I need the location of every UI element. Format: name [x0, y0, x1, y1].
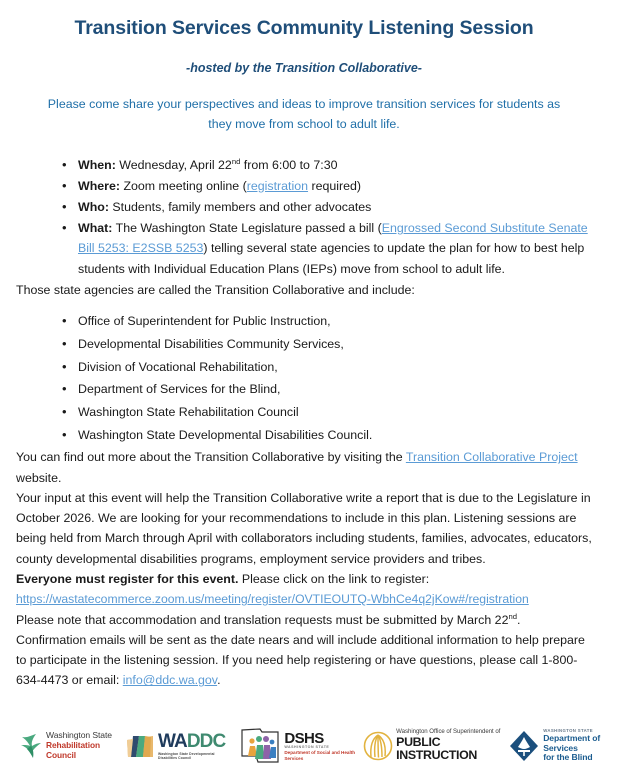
list-item: • Developmental Disabilities Community Services, [78, 334, 592, 354]
registration-link-inline[interactable]: registration [246, 178, 309, 193]
waddc-state-shape-icon [125, 731, 155, 761]
list-item: • Office of Superintendent for Public Instruction, [78, 311, 592, 331]
registration-paragraph [16, 569, 592, 610]
rehab-council-line-1: Washington State [46, 730, 112, 741]
accommodation-text-2: . Confirmation emails will be sent as the date nears and will include additional information to help prepare to participate in the listening session. If you need help registering or have questions, please call 1-800-634-4473 or email: [16, 612, 585, 688]
logo-waddc [123, 723, 236, 769]
intro-paragraph: Please come share your perspectives and ideas to improve transition services for students as they move from school to adult life. [47, 97, 561, 132]
detail-item-who [78, 197, 592, 217]
detail-when-ordinal: nd [231, 156, 241, 166]
waddc-line-2: Washington State Developmental Disabilities Council [158, 752, 215, 760]
dsb-line-2b: for the Blind [543, 752, 593, 763]
rehab-council-star-icon [20, 733, 42, 759]
ospi-sunburst-icon [363, 731, 393, 761]
detail-item-when [78, 155, 592, 175]
dshs-line-2: WASHINGTON STATE [284, 745, 330, 750]
detail-when-text-2: from 6:00 to 7:30 [240, 157, 338, 172]
event-details-list [16, 155, 592, 279]
accommodation-note [16, 610, 592, 691]
rehab-council-line-2: Rehabilitation Council [46, 740, 100, 760]
detail-when-text-1: Wednesday, April 22 [115, 157, 232, 172]
detail-label-who: Who: [78, 200, 109, 214]
detail-what-text-1: The Washington State Legislature passed a bill ( [112, 221, 382, 236]
input-paragraph: Your input at this event will help the Transition Collaborative write a report that is due to the Legislature in October 2026. We are looking for your recommendations to include in this plan. Listening sessions are being held from March through April with collaborators including students, families, advocates, educators, county developmental disabilities programs, employment service providers and tribes. [16, 490, 592, 566]
contact-email-link[interactable]: info@ddc.wa.gov [122, 673, 218, 688]
list-item: • Washington State Rehabilitation Council [78, 402, 592, 422]
find-out-more-text-1: You can find out more about the Transition Collaborative by visiting the [16, 450, 406, 465]
waddc-ddc: DDC [186, 731, 226, 753]
detail-item-where [78, 176, 592, 196]
accommodation-text-1: Please note that accommodation and translation requests must be submitted by March 22 [16, 612, 509, 627]
dsb-wordmark [543, 729, 622, 763]
dsb-diamond-icon [509, 730, 539, 762]
rehab-council-wordmark [46, 731, 119, 760]
detail-what-text-2: ) telling several state agencies to update the plan for how to best help students with Individual Education Plans (IEPs) move from school to adult life. [78, 241, 585, 276]
waddc-wa: WA [158, 731, 187, 753]
transition-collaborative-project-link[interactable]: Transition Collaborative Project [405, 450, 578, 465]
find-out-more-text-2: website. [16, 470, 62, 485]
detail-label-where: Where: [78, 178, 120, 193]
list-item: • Washington State Developmental Disabilities Council. [78, 425, 592, 445]
page-subtitle: -hosted by the Transition Collaborative- [186, 61, 422, 76]
partner-logo-strip [0, 715, 630, 777]
accommodation-ordinal: nd [508, 611, 518, 621]
waddc-line-1 [158, 732, 234, 751]
logo-dshs [236, 723, 361, 769]
detail-label-what: What: [78, 221, 113, 236]
dshs-wordmark [284, 731, 359, 762]
accommodation-text-3: . [217, 673, 221, 688]
registration-bold-lead: Everyone must register for this event. [16, 571, 239, 586]
agencies-list [16, 311, 592, 445]
registration-text: Please click on the link to register: [238, 571, 430, 586]
registration-url-link[interactable]: https://wastatecommerce.zoom.us/meeting/register/OVTIEOUTQ-WbhCe4q2jKow#/registration [16, 591, 529, 606]
dshs-people-state-icon [238, 726, 282, 766]
dshs-line-1: DSHS [284, 729, 324, 747]
dshs-line-3: Department of Social and Health Services [284, 750, 356, 761]
find-out-more-paragraph [16, 447, 592, 487]
ospi-line-2: PUBLIC INSTRUCTION [396, 734, 477, 763]
logo-department-of-services-for-the-blind [507, 723, 630, 769]
ospi-wordmark [396, 729, 505, 763]
detail-label-when: When: [78, 157, 116, 172]
senate-bill-link[interactable]: Engrossed Second Substitute Senate Bill 5253: E2SSB 5253 [78, 221, 588, 256]
logo-washington-state-rehabilitation-council [0, 723, 123, 769]
detail-where-text-2: required) [308, 178, 362, 193]
detail-who-text: Students, family members and other advocates [108, 200, 372, 214]
detail-item-what [78, 218, 592, 279]
waddc-wordmark [158, 732, 234, 760]
logo-ospi [361, 723, 507, 769]
list-item: • Department of Services for the Blind, [78, 379, 592, 399]
list-item: • Division of Vocational Rehabilitation, [78, 357, 592, 377]
dsb-line-1: WASHINGTON STATE [543, 728, 593, 734]
agencies-intro: Those state agencies are called the Transition Collaborative and include: [16, 282, 415, 297]
page-title: Transition Services Community Listening Session [74, 17, 534, 39]
detail-where-text-1: Zoom meeting online ( [120, 178, 247, 193]
ospi-line-1: Washington Office of Superintendent of [396, 728, 501, 735]
dsb-line-2a: Department of Services [543, 732, 601, 753]
